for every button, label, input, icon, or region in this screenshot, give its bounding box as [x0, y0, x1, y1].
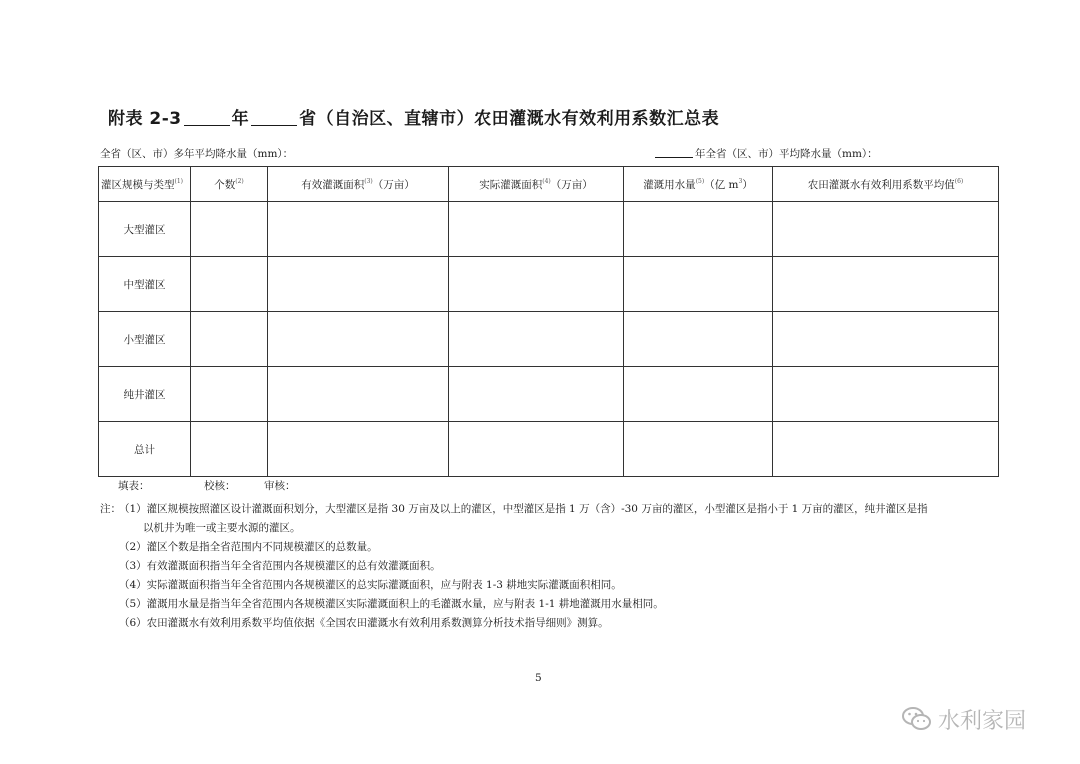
row-label-small: 小型灌区 [99, 312, 191, 367]
cell[interactable] [449, 257, 624, 312]
cell[interactable] [191, 257, 268, 312]
note-5: （5）灌溉用水量是指当年全省范围内各规模灌区实际灌溉面积上的毛灌溉水量，应与附表 1-1 耕地灌溉用水量相同。 [119, 598, 664, 610]
page-number: 5 [535, 672, 542, 684]
table-row [99, 422, 999, 477]
table-title [108, 104, 808, 129]
cell[interactable] [268, 422, 449, 477]
title-prefix: 附表 2-3 [108, 109, 182, 129]
cell[interactable] [773, 257, 999, 312]
note-1 [100, 500, 1000, 538]
note-1-line-2: 以机井为唯一或主要水源的灌区。 [143, 522, 301, 534]
review-label: 审核： [264, 480, 296, 492]
note-3: （3）有效灌溉面积指当年全省范围内各规模灌区的总有效灌溉面积。 [119, 560, 441, 572]
cell[interactable] [191, 367, 268, 422]
note-1-line-1: （1）灌区规模按照灌区设计灌溉面积划分，大型灌区是指 30 万亩及以上的灌区，中型灌区是指 1 万（含）-30 万亩的灌区，小型灌区是指小于 1 万亩的灌区，纯井灌区是指 [119, 503, 928, 515]
cell[interactable] [773, 202, 999, 257]
cell[interactable] [624, 257, 773, 312]
note-2: （2）灌区个数是指全省范围内不同规模灌区的总数量。 [119, 541, 378, 553]
row-label-medium: 中型灌区 [99, 257, 191, 312]
cell[interactable] [191, 312, 268, 367]
year-blank [184, 109, 230, 126]
subtitle-right [655, 146, 878, 161]
cell[interactable] [624, 312, 773, 367]
cell[interactable] [449, 202, 624, 257]
note-4: （4）实际灌溉面积指当年全省范围内各规模灌区的总实际灌溉面积，应与附表 1-3 耕地实际灌溉面积相同。 [119, 579, 622, 591]
signature-line [118, 478, 296, 493]
watermark [902, 704, 1026, 734]
cell[interactable] [773, 367, 999, 422]
wechat-icon [902, 706, 932, 732]
row-label-well: 纯井灌区 [99, 367, 191, 422]
cell[interactable] [449, 367, 624, 422]
table-row [99, 202, 999, 257]
header-coefficient: 农田灌溉水有效利用系数平均值$^{(6)}$ [773, 167, 999, 202]
fill-label: 填表： [118, 480, 150, 492]
notes [100, 500, 1000, 633]
table-row [99, 367, 999, 422]
summary-table [98, 166, 999, 477]
check-label: 校核： [204, 480, 236, 492]
cell[interactable] [449, 312, 624, 367]
table-row [99, 312, 999, 367]
cell[interactable] [624, 202, 773, 257]
year-blank-small [655, 146, 693, 158]
header-water-use: 灌溉用水量$^{(5)}$（亿 $m^3$） [624, 167, 773, 202]
row-label-large: 大型灌区 [99, 202, 191, 257]
note-6: （6）农田灌溉水有效利用系数平均值依据《全国农田灌溉水有效利用系数测算分析技术指导细则》测算。 [119, 617, 609, 629]
cell[interactable] [773, 422, 999, 477]
cell[interactable] [449, 422, 624, 477]
header-actual-area: 实际灌溉面积$^{(4)}$（万亩） [449, 167, 624, 202]
cell[interactable] [624, 422, 773, 477]
cell[interactable] [268, 367, 449, 422]
subtitle-right-text: 年全省（区、市）平均降水量（mm）： [695, 148, 878, 160]
cell[interactable] [268, 257, 449, 312]
cell[interactable] [268, 202, 449, 257]
cell[interactable] [191, 422, 268, 477]
header-scale-type: 灌区规模与类型$^{(1)}$ [99, 167, 191, 202]
cell[interactable] [773, 312, 999, 367]
title-rest: 省（自治区、直辖市）农田灌溉水有效利用系数汇总表 [299, 109, 720, 129]
cell[interactable] [268, 312, 449, 367]
watermark-text: 水利家园 [938, 708, 1027, 734]
cell[interactable] [624, 367, 773, 422]
header-effective-area: 有效灌溉面积$^{(3)}$（万亩） [268, 167, 449, 202]
subtitle-left: 全省（区、市）多年平均降水量（mm）： [100, 148, 294, 160]
header-count: 个数$^{(2)}$ [191, 167, 268, 202]
title-year-suffix: 年 [231, 109, 250, 129]
province-blank [251, 109, 297, 126]
table-row [99, 257, 999, 312]
cell[interactable] [191, 202, 268, 257]
row-label-total: 总计 [99, 422, 191, 477]
header-row [99, 167, 999, 202]
notes-prefix: 注： [100, 503, 121, 515]
